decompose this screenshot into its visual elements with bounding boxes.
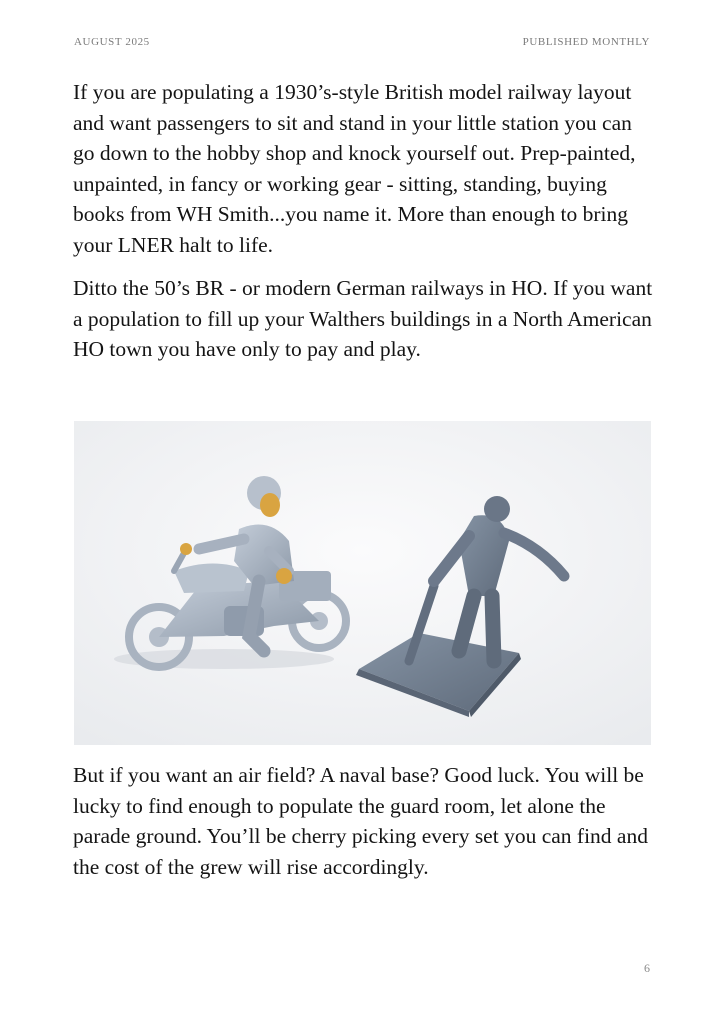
body-paragraph: Ditto the 50’s BR - or modern German railways in HO. If you want a population to fill up your Walthers buildings in a North American HO town you have only to pay and play. [73, 276, 653, 361]
body-paragraph: But if you want an air field? A naval base? Good luck. You will be lucky to find enough to populate the guard room, let alone the parade ground. You’ll be cherry picking every set you can find and the cost of the grew will rise accordingly. [73, 763, 648, 879]
body-paragraph: If you are populating a 1930’s-style British model railway layout and want passengers to sit and stand in your little station you can go down to the hobby shop and knock yourself out. Prep-painted, unpainted, in fancy or working gear - sitting, standing, buying books from WH Smith...you name it. More than enough to bring your LNER halt to life. [73, 80, 636, 257]
photo-backdrop [74, 421, 651, 745]
model-figures-illustration [74, 421, 651, 745]
running-header [74, 36, 650, 48]
photo-model-figures [74, 421, 651, 745]
issue-date: AUGUST 2025 [74, 36, 150, 48]
publication-frequency: PUBLISHED MONTHLY [522, 36, 650, 48]
page-number: 6 [644, 961, 650, 975]
